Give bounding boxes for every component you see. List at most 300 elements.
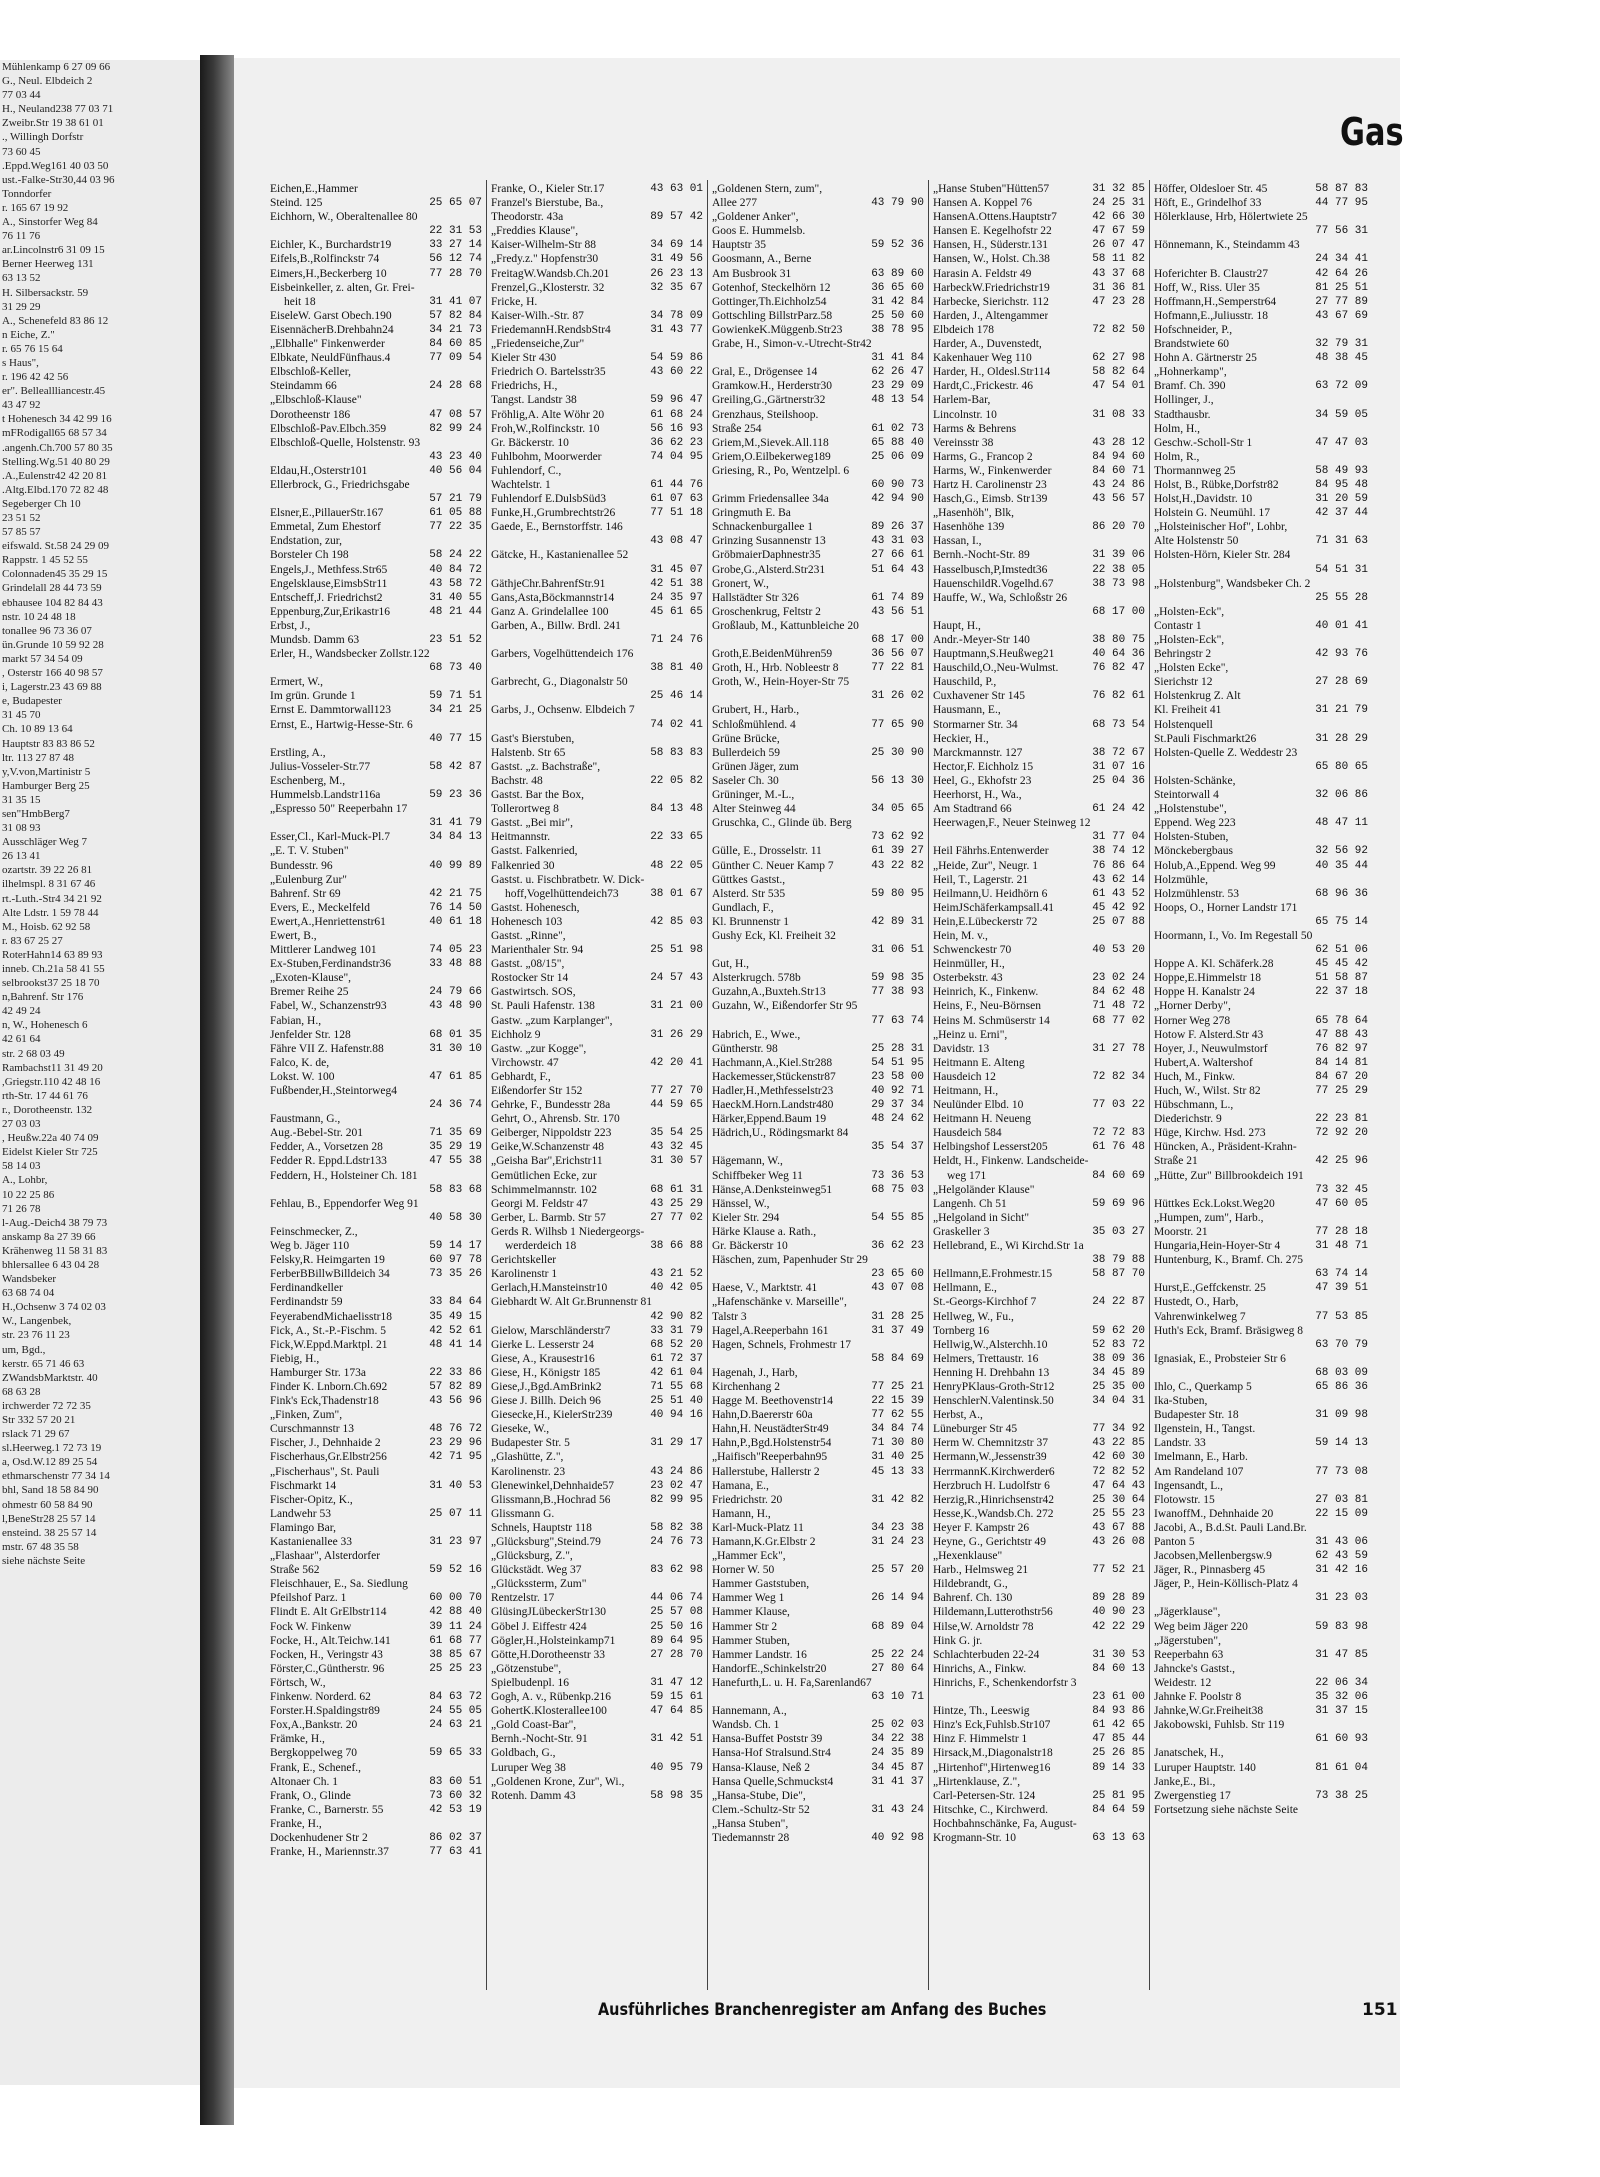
entry-name: Eichen,E.,Hammer bbox=[270, 183, 358, 195]
directory-entry bbox=[491, 1295, 703, 1309]
entry-name: Franzel's Bierstube, Ba., bbox=[491, 197, 604, 210]
entry-name: Frank, O., Glinde bbox=[270, 1789, 351, 1802]
directory-entry bbox=[933, 1197, 1145, 1211]
entry-name: „Glashütte, Z.", bbox=[491, 1451, 564, 1464]
directory-entry bbox=[933, 1563, 1145, 1577]
entry-name: „Hexenklause" bbox=[933, 1550, 1003, 1563]
entry-phone: 84 13 48 bbox=[650, 803, 703, 816]
entry-name: Lokst. W. 100 bbox=[270, 1070, 335, 1083]
entry-phone: 27 28 70 bbox=[650, 1648, 703, 1661]
directory-entry bbox=[712, 774, 924, 788]
directory-entry bbox=[270, 1098, 482, 1112]
directory-entry bbox=[712, 1831, 924, 1845]
entry-phone: 43 62 14 bbox=[1092, 873, 1145, 886]
entry-name: Hilse,W. Arnoldstr 78 bbox=[933, 1620, 1034, 1633]
entry-name: Herbst, A., bbox=[933, 1409, 983, 1422]
entry-name: HenschlerN.Valentinsk.50 bbox=[933, 1395, 1054, 1408]
entry-name: Ingensandt, L., bbox=[1154, 1479, 1223, 1492]
left-page-line: l,BeneStr28 25 57 14 bbox=[2, 1512, 96, 1525]
entry-name: Fußbender,H.,Steintorweg4 bbox=[270, 1085, 397, 1097]
entry-name: Hollinger, J., bbox=[1154, 394, 1214, 407]
left-page-line: Berner Heerweg 131 bbox=[2, 258, 94, 271]
directory-entry bbox=[933, 605, 1145, 619]
entry-name: Fick,W.Eppd.Marktpl. 21 bbox=[270, 1338, 388, 1351]
entry-name: Herzig,R.,Hinrichsenstr42 bbox=[933, 1493, 1055, 1506]
entry-name: Gastwirtsch. SOS, bbox=[491, 986, 576, 999]
directory-entry bbox=[491, 450, 703, 464]
entry-phone bbox=[1141, 534, 1145, 548]
entry-name: „Humpen, zum", Harb., bbox=[1154, 1211, 1264, 1224]
entry-name: Ganz A. Grindelallee 100 bbox=[491, 605, 609, 618]
directory-entry bbox=[712, 802, 924, 816]
directory-entry bbox=[1154, 267, 1368, 281]
directory-entry bbox=[933, 746, 1145, 760]
directory-entry bbox=[712, 422, 924, 436]
directory-entry bbox=[270, 633, 482, 647]
entry-phone: 42 94 90 bbox=[871, 493, 924, 506]
directory-entry bbox=[712, 1380, 924, 1394]
entry-phone: 32 35 67 bbox=[650, 281, 703, 294]
entry-phone bbox=[699, 985, 703, 999]
entry-name: Emmetal, Zum Ehestorf bbox=[270, 521, 381, 534]
left-page-line: r. 165 67 19 92 bbox=[2, 201, 69, 214]
directory-entry bbox=[491, 943, 703, 957]
entry-name: Giese, H., Königstr 185 bbox=[491, 1366, 601, 1379]
directory-entry bbox=[712, 1605, 924, 1619]
entry-name: Hagenah, J., Harb, bbox=[712, 1366, 798, 1379]
entry-name: „Goldener Anker", bbox=[712, 211, 799, 224]
left-page-line: H., Neuland238 77 03 71 bbox=[2, 103, 114, 116]
entry-phone: 59 98 35 bbox=[871, 972, 924, 985]
entry-name: Großlaub, M., Kattunbleiche 20 bbox=[712, 619, 859, 632]
entry-phone bbox=[699, 1507, 703, 1521]
entry-phone: 73 62 92 bbox=[871, 831, 924, 844]
left-page-line: 42 61 64 bbox=[2, 1033, 41, 1046]
entry-name: „Hafenschänke v. Marseille", bbox=[712, 1296, 847, 1309]
entry-name: Hauschild,O.,Neu-Wulmst. bbox=[933, 662, 1059, 675]
directory-entry bbox=[712, 1479, 924, 1493]
entry-phone: 52 83 72 bbox=[1092, 1338, 1145, 1351]
directory-entry bbox=[270, 1084, 482, 1098]
entry-phone bbox=[478, 1112, 482, 1126]
directory-entry bbox=[270, 1295, 482, 1309]
entry-phone: 68 96 36 bbox=[1315, 887, 1368, 900]
directory-entry bbox=[1154, 1436, 1368, 1450]
directory-entry bbox=[1154, 281, 1368, 295]
entry-name: „Hirtenklause, Z.", bbox=[933, 1775, 1021, 1788]
entry-name: Hintze, Th., Leeswig bbox=[933, 1705, 1030, 1718]
directory-entry bbox=[712, 619, 924, 633]
left-page-line: .Altg.Elbd.170 72 82 48 bbox=[2, 483, 109, 496]
entry-name: HandorfE.,Schinkelstr20 bbox=[712, 1662, 827, 1675]
directory-entry bbox=[491, 393, 703, 407]
left-page-line: n Eiche, Z." bbox=[2, 328, 55, 341]
entry-name: Hausmann, E., bbox=[933, 704, 1001, 717]
directory-column-5 bbox=[1154, 182, 1368, 1990]
entry-phone bbox=[478, 647, 482, 661]
entry-phone bbox=[478, 1281, 482, 1295]
directory-entry bbox=[491, 760, 703, 774]
entry-name: Cuxhavener Str 145 bbox=[933, 690, 1025, 703]
entry-name: Erstling, A., bbox=[270, 746, 326, 759]
entry-name: Theodorstr. 43a bbox=[491, 211, 564, 224]
directory-entry bbox=[270, 1549, 482, 1563]
entry-name: Harb., Helmsweg 21 bbox=[933, 1564, 1029, 1577]
entry-name: Gastst. „Rinne", bbox=[491, 929, 566, 942]
entry-phone: 68 01 35 bbox=[429, 1028, 482, 1041]
entry-name: Hölerklause, Hrb, Hölertwiete 25 bbox=[1154, 211, 1308, 224]
directory-entry bbox=[933, 985, 1145, 999]
entry-phone: 71 30 80 bbox=[871, 1437, 924, 1450]
entry-name: Hurst,E.,Geffckenstr. 25 bbox=[1154, 1282, 1266, 1295]
entry-phone: 34 84 74 bbox=[871, 1423, 924, 1436]
entry-name: Zwergenstieg 17 bbox=[1154, 1789, 1231, 1802]
entry-phone bbox=[699, 929, 703, 943]
directory-entry bbox=[1154, 1479, 1368, 1493]
left-page-line: G., Neul. Elbdeich 2 bbox=[2, 75, 93, 88]
entry-name: Frank, E., Schenef., bbox=[270, 1761, 362, 1774]
entry-name: GohertK.Klosterallee100 bbox=[491, 1705, 607, 1718]
entry-phone: 83 60 51 bbox=[429, 1775, 482, 1788]
entry-phone: 31 42 82 bbox=[871, 1493, 924, 1506]
directory-entry bbox=[1154, 1126, 1368, 1140]
entry-phone: 68 73 40 bbox=[429, 662, 482, 675]
entry-phone: 59 52 36 bbox=[871, 239, 924, 252]
entry-name: Schlachterbuden 22-24 bbox=[933, 1648, 1040, 1661]
directory-entry bbox=[1154, 732, 1368, 746]
entry-name: Henning H. Drehbahn 13 bbox=[933, 1366, 1050, 1379]
directory-entry bbox=[270, 1042, 482, 1056]
entry-name: Häschen, zum, Papenhuder Str 29 bbox=[712, 1254, 868, 1267]
entry-name: Horner Weg 278 bbox=[1154, 1014, 1231, 1027]
entry-name: Langenh. Ch 51 bbox=[933, 1197, 1007, 1210]
entry-name: Hackemesser,Stückenstr87 bbox=[712, 1070, 836, 1083]
entry-phone: 84 14 81 bbox=[1315, 1056, 1368, 1069]
entry-phone: 42 61 04 bbox=[650, 1366, 703, 1379]
entry-phone: 44 06 74 bbox=[650, 1592, 703, 1605]
entry-phone: 68 17 00 bbox=[1092, 605, 1145, 618]
left-page-line: ,Griegstr.110 42 48 16 bbox=[2, 1075, 101, 1088]
directory-entry bbox=[491, 591, 703, 605]
entry-name: HerrmannK.Kirchwerder6 bbox=[933, 1465, 1055, 1478]
entry-phone: 35 32 06 bbox=[1315, 1691, 1368, 1704]
entry-phone: 25 30 90 bbox=[871, 746, 924, 759]
directory-entry bbox=[270, 379, 482, 393]
directory-entry bbox=[491, 478, 703, 492]
entry-name: HarbeckW.Friedrichstr19 bbox=[933, 281, 1050, 294]
entry-name: Hitschke, C., Kirchwerd. bbox=[933, 1803, 1048, 1816]
directory-entry bbox=[270, 1676, 482, 1690]
entry-name: Thormannweg 25 bbox=[1154, 464, 1236, 477]
entry-phone: 22 05 82 bbox=[650, 774, 703, 787]
entry-name: „Heide, Zur", Neugr. 1 bbox=[933, 859, 1038, 872]
directory-entry bbox=[270, 1014, 482, 1028]
entry-name: Reeperbahn 63 bbox=[1154, 1648, 1224, 1661]
directory-entry bbox=[491, 718, 703, 732]
entry-phone bbox=[1364, 689, 1368, 703]
entry-name: „Holsteinischer Hof", Lohbr, bbox=[1154, 521, 1288, 534]
directory-column-4 bbox=[933, 182, 1145, 1990]
directory-entry bbox=[270, 1761, 482, 1775]
entry-phone: 23 58 00 bbox=[871, 1070, 924, 1083]
entry-name: Grünen Jäger, zum bbox=[712, 760, 799, 773]
entry-phone: 31 77 04 bbox=[1092, 831, 1145, 844]
directory-entry bbox=[933, 408, 1145, 422]
entry-phone: 58 11 82 bbox=[1092, 253, 1145, 266]
entry-phone: 38 78 95 bbox=[871, 323, 924, 336]
entry-name: Hink G. jr. bbox=[933, 1634, 983, 1647]
entry-phone bbox=[478, 844, 482, 858]
entry-name: Forster.H.Spaldingstr89 bbox=[270, 1705, 380, 1718]
entry-phone: 24 55 05 bbox=[429, 1705, 482, 1718]
entry-name: Hamann,K.Gr.Elbstr 2 bbox=[712, 1536, 816, 1548]
entry-name: Tangst. Landstr 38 bbox=[491, 394, 577, 407]
entry-name: Krogmann-Str. 10 bbox=[933, 1831, 1017, 1844]
page-footer: Ausführliches Branchenregister am Anfang des Buches bbox=[598, 2000, 1047, 2020]
entry-name: Helmers, Trettaustr. 16 bbox=[933, 1352, 1039, 1365]
directory-entry bbox=[270, 1183, 482, 1197]
entry-phone: 63 13 63 bbox=[1092, 1831, 1145, 1844]
entry-name: Hoppe H. Kanalstr 24 bbox=[1154, 986, 1255, 999]
entry-phone: 31 41 07 bbox=[429, 295, 482, 308]
entry-name: FerberBBillwBilldeich 34 bbox=[270, 1268, 390, 1281]
directory-entry bbox=[1154, 1563, 1368, 1577]
entry-name: Luruper Hauptstr. 140 bbox=[1154, 1761, 1256, 1774]
entry-phone: 31 43 24 bbox=[871, 1803, 924, 1816]
directory-entry bbox=[270, 337, 482, 351]
directory-entry bbox=[933, 661, 1145, 675]
directory-entry bbox=[270, 548, 482, 562]
entry-name: Förster,C.,Güntherstr. 96 bbox=[270, 1662, 385, 1675]
directory-entry bbox=[1154, 379, 1368, 393]
entry-phone: 25 55 23 bbox=[1092, 1507, 1145, 1520]
entry-phone: 76 14 50 bbox=[429, 901, 482, 914]
directory-entry bbox=[933, 1789, 1145, 1803]
entry-phone: 77 25 21 bbox=[871, 1380, 924, 1393]
directory-entry bbox=[933, 1605, 1145, 1619]
left-page-line: Hamburger Berg 25 bbox=[2, 779, 90, 792]
entry-phone: 40 92 98 bbox=[871, 1831, 924, 1844]
entry-phone: 73 38 25 bbox=[1315, 1789, 1368, 1802]
entry-name: Finder K. Lnborn.Ch.692 bbox=[270, 1380, 388, 1393]
left-page-line: .angenh.Ch.700 57 80 35 bbox=[2, 441, 113, 454]
left-page-line: Rambachst11 31 49 20 bbox=[2, 1061, 103, 1074]
directory-entry bbox=[491, 844, 703, 858]
entry-name: „Elbschloß-Klause" bbox=[270, 394, 362, 407]
previous-page-strip bbox=[0, 60, 200, 2085]
entry-phone bbox=[478, 1169, 482, 1183]
directory-entry bbox=[491, 252, 703, 266]
directory-entry bbox=[491, 1380, 703, 1394]
entry-name: „Goldenen Krone, Zur", Wi., bbox=[491, 1775, 625, 1788]
entry-phone bbox=[478, 1732, 482, 1746]
directory-entry bbox=[491, 1662, 703, 1676]
entry-name: Sierichstr 12 bbox=[1154, 676, 1213, 689]
directory-entry bbox=[1154, 1154, 1368, 1168]
entry-name: Hannemann, A., bbox=[712, 1705, 787, 1718]
entry-name: Göbel J. Eiffestr 424 bbox=[491, 1620, 587, 1633]
entry-name: Tollerortweg 8 bbox=[491, 803, 559, 816]
entry-phone: 81 25 51 bbox=[1315, 281, 1368, 294]
entry-name: Grenzhaus, Steilshoop. bbox=[712, 408, 819, 421]
entry-phone: 43 25 29 bbox=[650, 1197, 703, 1210]
entry-phone bbox=[920, 760, 924, 774]
entry-name: Ika-Stuben, bbox=[1154, 1395, 1208, 1408]
entry-name: Härke Klause a. Rath., bbox=[712, 1225, 817, 1238]
entry-name: Alsterkrugch. 578b bbox=[712, 972, 801, 985]
directory-entry bbox=[270, 1634, 482, 1648]
entry-phone bbox=[1364, 873, 1368, 887]
entry-phone bbox=[1141, 1084, 1145, 1098]
entry-phone: 24 36 74 bbox=[429, 1099, 482, 1112]
directory-entry bbox=[491, 281, 703, 295]
entry-name: Straße 562 bbox=[270, 1564, 320, 1577]
entry-name: Hammer Landstr. 16 bbox=[712, 1648, 807, 1661]
entry-phone: 40 35 44 bbox=[1315, 859, 1368, 872]
entry-phone: 61 76 48 bbox=[1092, 1141, 1145, 1154]
entry-phone bbox=[478, 478, 482, 492]
left-page-line: i, Lagerstr.23 43 69 88 bbox=[2, 681, 102, 694]
entry-name: Flamingo Bar, bbox=[270, 1521, 336, 1534]
entry-phone bbox=[699, 1549, 703, 1563]
entry-phone bbox=[478, 675, 482, 689]
entry-name: Fricke, H. bbox=[491, 295, 538, 308]
entry-phone: 31 07 16 bbox=[1092, 760, 1145, 773]
directory-entry bbox=[1154, 1169, 1368, 1183]
left-page-line: Wandsbeker bbox=[2, 1273, 57, 1286]
entry-phone: 43 22 85 bbox=[1092, 1437, 1145, 1450]
directory-entry bbox=[491, 1014, 703, 1028]
entry-phone bbox=[1141, 619, 1145, 633]
directory-entry bbox=[712, 1493, 924, 1507]
entry-phone: 34 04 31 bbox=[1092, 1395, 1145, 1408]
directory-entry bbox=[933, 915, 1145, 929]
entry-phone bbox=[1141, 1211, 1145, 1225]
entry-name: Guzahn, W., Eißendorfer Str 95 bbox=[712, 1000, 858, 1013]
directory-entry bbox=[491, 1366, 703, 1380]
directory-entry bbox=[491, 1450, 703, 1464]
directory-entry bbox=[1154, 1324, 1368, 1338]
entry-phone: 76 82 61 bbox=[1092, 690, 1145, 703]
left-page-line: ltr. 113 27 87 48 bbox=[2, 751, 75, 764]
directory-entry bbox=[270, 788, 482, 802]
entry-name: Weg b. Jäger 110 bbox=[270, 1240, 350, 1253]
directory-entry bbox=[1154, 1634, 1368, 1648]
directory-entry bbox=[933, 1436, 1145, 1450]
entry-phone bbox=[1141, 422, 1145, 436]
directory-entry bbox=[712, 1775, 924, 1789]
directory-entry bbox=[933, 1761, 1145, 1775]
directory-entry bbox=[270, 774, 482, 788]
entry-phone: 47 08 57 bbox=[429, 408, 482, 421]
entry-phone: 34 69 14 bbox=[650, 239, 703, 252]
entry-phone: 34 84 13 bbox=[429, 831, 482, 844]
entry-name: Franke, C., Barnerstr. 55 bbox=[270, 1803, 384, 1816]
left-page-line: ebhausee 104 82 84 43 bbox=[2, 596, 103, 609]
entry-name: Landstr. 33 bbox=[1154, 1437, 1206, 1450]
entry-phone: 43 21 52 bbox=[650, 1268, 703, 1281]
entry-name: Götte,H.Dorotheenstr 33 bbox=[491, 1648, 606, 1661]
directory-entry bbox=[491, 1394, 703, 1408]
entry-phone: 32 06 86 bbox=[1315, 789, 1368, 802]
directory-entry bbox=[270, 1056, 482, 1070]
entry-phone: 35 49 15 bbox=[429, 1310, 482, 1323]
entry-name: Hoppe,E.Himmelstr 18 bbox=[1154, 972, 1261, 985]
entry-phone bbox=[1364, 605, 1368, 619]
directory-entry bbox=[1154, 337, 1368, 351]
entry-phone: 42 64 26 bbox=[1315, 267, 1368, 280]
directory-entry bbox=[933, 1183, 1145, 1197]
entry-name: Heyer F. Kampstr 26 bbox=[933, 1521, 1030, 1534]
entry-name: HenryPKlaus-Groth-Str12 bbox=[933, 1380, 1055, 1393]
directory-entry bbox=[933, 1394, 1145, 1408]
entry-phone: 74 05 23 bbox=[429, 944, 482, 957]
entry-phone: 34 45 89 bbox=[1092, 1366, 1145, 1379]
entry-phone: 56 13 30 bbox=[871, 774, 924, 787]
directory-entry bbox=[712, 1662, 924, 1676]
entry-name: Hansa-Hof Stralsund.Str4 bbox=[712, 1747, 831, 1760]
entry-phone: 57 21 79 bbox=[429, 493, 482, 506]
directory-entry bbox=[1154, 915, 1368, 929]
directory-entry bbox=[270, 1493, 482, 1507]
entry-name: Carl-Petersen-Str. 124 bbox=[933, 1789, 1036, 1802]
directory-entry bbox=[491, 633, 703, 647]
directory-entry bbox=[270, 1845, 482, 1859]
entry-phone bbox=[478, 718, 482, 732]
directory-entry bbox=[712, 887, 924, 901]
directory-entry bbox=[712, 1267, 924, 1281]
entry-name: Eimers,H.,Beckerberg 10 bbox=[270, 267, 387, 280]
directory-entry bbox=[1154, 1070, 1368, 1084]
entry-name: „Fischerhaus", St. Pauli bbox=[270, 1465, 380, 1478]
entry-phone: 42 25 96 bbox=[1315, 1155, 1368, 1168]
entry-name: Hadler,H.,Methfesselstr23 bbox=[712, 1085, 834, 1097]
entry-phone: 42 89 31 bbox=[871, 915, 924, 928]
entry-name: „Glücksburg",Steind.79 bbox=[491, 1536, 601, 1548]
left-page-line: 26 13 41 bbox=[2, 850, 41, 863]
directory-entry bbox=[712, 450, 924, 464]
entry-name: Imelmann, E., Harb. bbox=[1154, 1451, 1248, 1464]
entry-phone: 25 57 08 bbox=[650, 1606, 703, 1619]
left-page-line: A., Lohbr, bbox=[2, 1174, 48, 1187]
directory-entry bbox=[1154, 591, 1368, 605]
directory-entry bbox=[1154, 464, 1368, 478]
entry-phone: 77 03 22 bbox=[1092, 1099, 1145, 1112]
entry-phone bbox=[478, 1676, 482, 1690]
entry-name: Felsky,R. Heimgarten 19 bbox=[270, 1254, 385, 1267]
entry-phone bbox=[478, 1225, 482, 1239]
entry-name: Giebhardt W. Alt Gr.Brunnenstr 81 bbox=[491, 1296, 652, 1309]
entry-phone: 58 82 64 bbox=[1092, 366, 1145, 379]
page-number: 151 bbox=[1362, 2000, 1398, 2020]
entry-name: Hammer Klause, bbox=[712, 1606, 790, 1619]
entry-phone: 77 22 81 bbox=[871, 662, 924, 675]
entry-phone bbox=[1364, 1718, 1368, 1732]
left-page-line: Zweibr.Str 19 38 61 01 bbox=[2, 117, 104, 130]
directory-entry bbox=[933, 647, 1145, 661]
entry-name: HauenschildR.Vogelhd.67 bbox=[933, 577, 1054, 590]
directory-entry bbox=[491, 1479, 703, 1493]
entry-name: Hinz's Eck,Fuhlsb.Str107 bbox=[933, 1719, 1051, 1732]
left-page-line: irchwerder 72 72 35 bbox=[2, 1399, 91, 1412]
directory-entry bbox=[1154, 830, 1368, 844]
page-header: Gas bbox=[1340, 110, 1404, 154]
entry-phone: 74 04 95 bbox=[650, 450, 703, 463]
entry-name: „Hirtenhof",Hirtenweg16 bbox=[933, 1761, 1051, 1774]
entry-phone bbox=[478, 1493, 482, 1507]
entry-phone: 42 85 03 bbox=[650, 915, 703, 928]
directory-entry bbox=[712, 1056, 924, 1070]
